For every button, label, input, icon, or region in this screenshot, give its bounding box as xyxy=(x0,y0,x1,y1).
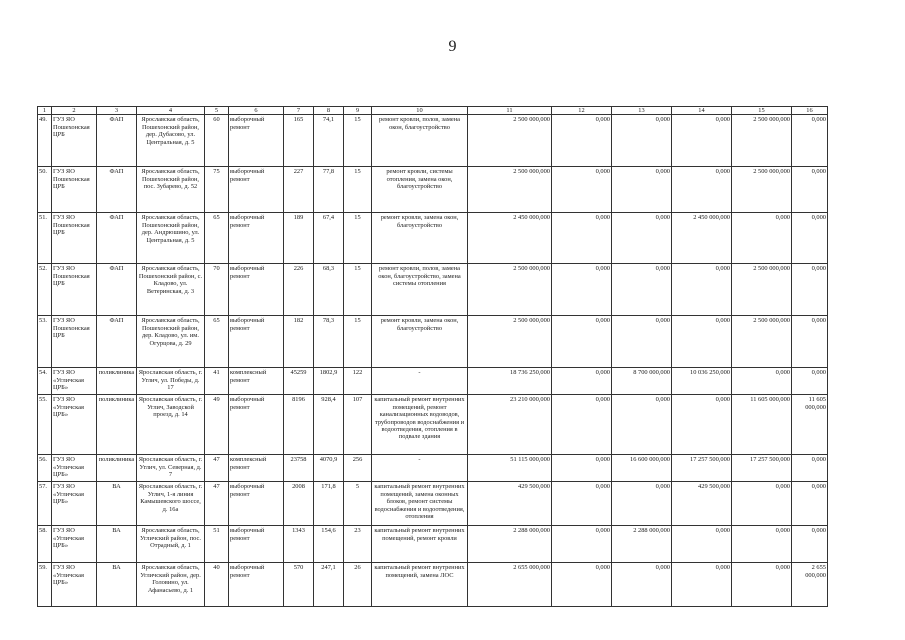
address-cell: Ярославская область, г. Углич, ул. Северная, д. 7 xyxy=(137,455,205,482)
area-cell: 67,4 xyxy=(314,213,344,264)
volume-cell: 8196 xyxy=(284,395,314,455)
cost-col13-cell: 0,000 xyxy=(612,213,672,264)
cost-col15-cell: 0,000 xyxy=(732,213,792,264)
total-cost-cell: 2 655 000,000 xyxy=(468,563,552,607)
cost-col12-cell: 0,000 xyxy=(552,526,612,563)
works-description-cell: ремонт кровли, замена окон, благоустройство xyxy=(372,316,468,368)
cost-col13-cell: 2 288 000,000 xyxy=(612,526,672,563)
cost-col12-cell: 0,000 xyxy=(552,167,612,213)
works-description-cell: ремонт кровли, полов, замена окон, благоустройство xyxy=(372,115,468,167)
facility-type-cell: ВА xyxy=(97,482,137,526)
capacity-cell: 15 xyxy=(344,264,372,316)
cost-col13-cell: 0,000 xyxy=(612,482,672,526)
cost-col14-cell: 0,000 xyxy=(672,316,732,368)
column-number: 13 xyxy=(612,107,672,115)
capacity-cell: 15 xyxy=(344,115,372,167)
repair-type-cell: выборочный ремонт xyxy=(229,264,284,316)
capacity-cell: 107 xyxy=(344,395,372,455)
area-cell: 78,3 xyxy=(314,316,344,368)
cost-col16-cell: 0,000 xyxy=(792,316,828,368)
cost-col12-cell: 0,000 xyxy=(552,482,612,526)
repair-type-cell: выборочный ремонт xyxy=(229,316,284,368)
institution-cell: ГУЗ ЯО Пошехонская ЦРБ xyxy=(52,264,97,316)
area-cell: 74,1 xyxy=(314,115,344,167)
cost-col15-cell: 0,000 xyxy=(732,563,792,607)
column-number: 2 xyxy=(52,107,97,115)
volume-cell: 227 xyxy=(284,167,314,213)
area-cell: 68,3 xyxy=(314,264,344,316)
cost-col15-cell: 2 500 000,000 xyxy=(732,167,792,213)
cost-col16-cell: 0,000 xyxy=(792,167,828,213)
institution-cell: ГУЗ ЯО «Угличская ЦРБ» xyxy=(52,482,97,526)
capacity-cell: 122 xyxy=(344,368,372,395)
cost-col13-cell: 0,000 xyxy=(612,395,672,455)
wear-percent-cell: 40 xyxy=(205,563,229,607)
row-number-cell: 58. xyxy=(38,526,52,563)
works-description-cell: капитальный ремонт внутренних помещений, ремонт кровли xyxy=(372,526,468,563)
area-cell: 171,8 xyxy=(314,482,344,526)
cost-col14-cell: 10 036 250,000 xyxy=(672,368,732,395)
column-number: 9 xyxy=(344,107,372,115)
cost-col12-cell: 0,000 xyxy=(552,455,612,482)
cost-col12-cell: 0,000 xyxy=(552,395,612,455)
facility-type-cell: ВА xyxy=(97,526,137,563)
cost-col13-cell: 8 700 000,000 xyxy=(612,368,672,395)
cost-col15-cell: 11 605 000,000 xyxy=(732,395,792,455)
table-row xyxy=(38,526,828,563)
cost-col16-cell: 0,000 xyxy=(792,455,828,482)
cost-col13-cell: 0,000 xyxy=(612,115,672,167)
facility-type-cell: ВА xyxy=(97,563,137,607)
cost-col14-cell: 0,000 xyxy=(672,526,732,563)
column-number: 6 xyxy=(229,107,284,115)
cost-col14-cell: 0,000 xyxy=(672,563,732,607)
repair-type-cell: выборочный ремонт xyxy=(229,526,284,563)
table-row xyxy=(38,115,828,167)
column-number: 5 xyxy=(205,107,229,115)
facility-type-cell: ФАП xyxy=(97,316,137,368)
facility-type-cell: поликлиника xyxy=(97,368,137,395)
column-number-row xyxy=(38,107,828,115)
address-cell: Ярославская область, Пошехонский район, с. Кладово, ул. Ветеринская, д. 3 xyxy=(137,264,205,316)
volume-cell: 570 xyxy=(284,563,314,607)
total-cost-cell: 51 115 000,000 xyxy=(468,455,552,482)
works-description-cell: капитальный ремонт внутренних помещений, замена оконных блоков, ремонт системы водоснабжения и водоотведения, отопления xyxy=(372,482,468,526)
column-number: 4 xyxy=(137,107,205,115)
total-cost-cell: 2 450 000,000 xyxy=(468,213,552,264)
cost-col12-cell: 0,000 xyxy=(552,563,612,607)
cost-col16-cell: 11 605 000,000 xyxy=(792,395,828,455)
works-description-cell: - xyxy=(372,455,468,482)
institution-cell: ГУЗ ЯО «Угличская ЦРБ» xyxy=(52,368,97,395)
cost-col14-cell: 0,000 xyxy=(672,115,732,167)
row-number-cell: 49. xyxy=(38,115,52,167)
capacity-cell: 23 xyxy=(344,526,372,563)
facility-type-cell: ФАП xyxy=(97,115,137,167)
volume-cell: 226 xyxy=(284,264,314,316)
area-cell: 4070,9 xyxy=(314,455,344,482)
cost-col16-cell: 0,000 xyxy=(792,368,828,395)
cost-col13-cell: 0,000 xyxy=(612,316,672,368)
total-cost-cell: 2 288 000,000 xyxy=(468,526,552,563)
institution-cell: ГУЗ ЯО «Угличская ЦРБ» xyxy=(52,526,97,563)
cost-col15-cell: 2 500 000,000 xyxy=(732,264,792,316)
institution-cell: ГУЗ ЯО «Угличская ЦРБ» xyxy=(52,563,97,607)
cost-col12-cell: 0,000 xyxy=(552,115,612,167)
column-number: 15 xyxy=(732,107,792,115)
cost-col12-cell: 0,000 xyxy=(552,316,612,368)
wear-percent-cell: 65 xyxy=(205,316,229,368)
cost-col15-cell: 2 500 000,000 xyxy=(732,115,792,167)
address-cell: Ярославская область, Угличский район, дер. Головино, ул. Афанасьево, д. 1 xyxy=(137,563,205,607)
table-row xyxy=(38,482,828,526)
total-cost-cell: 2 500 000,000 xyxy=(468,115,552,167)
column-number: 16 xyxy=(792,107,828,115)
address-cell: Ярославская область, Пошехонский район, пос. Зубарево, д. 52 xyxy=(137,167,205,213)
volume-cell: 23758 xyxy=(284,455,314,482)
volume-cell: 165 xyxy=(284,115,314,167)
cost-col13-cell: 0,000 xyxy=(612,167,672,213)
institution-cell: ГУЗ ЯО «Угличская ЦРБ» xyxy=(52,455,97,482)
address-cell: Ярославская область, Пошехонский район, дер. Кладово, ул. им. Огурцова, д. 29 xyxy=(137,316,205,368)
wear-percent-cell: 60 xyxy=(205,115,229,167)
repair-type-cell: комплексный ремонт xyxy=(229,455,284,482)
row-number-cell: 54. xyxy=(38,368,52,395)
cost-col15-cell: 17 257 500,000 xyxy=(732,455,792,482)
works-description-cell: капитальный ремонт внутренних помещений, замена ЛОС xyxy=(372,563,468,607)
cost-col14-cell: 0,000 xyxy=(672,395,732,455)
table-row xyxy=(38,455,828,482)
volume-cell: 2008 xyxy=(284,482,314,526)
capacity-cell: 5 xyxy=(344,482,372,526)
capacity-cell: 26 xyxy=(344,563,372,607)
volume-cell: 1343 xyxy=(284,526,314,563)
wear-percent-cell: 47 xyxy=(205,482,229,526)
cost-col12-cell: 0,000 xyxy=(552,264,612,316)
wear-percent-cell: 51 xyxy=(205,526,229,563)
works-description-cell: ремонт кровли, полов, замена окон, благоустройство, замена системы отопления xyxy=(372,264,468,316)
volume-cell: 189 xyxy=(284,213,314,264)
column-number: 10 xyxy=(372,107,468,115)
area-cell: 928,4 xyxy=(314,395,344,455)
cost-col16-cell: 0,000 xyxy=(792,115,828,167)
address-cell: Ярославская область, Пошехонский район, дер. Дубасово, ул. Центральная, д. 5 xyxy=(137,115,205,167)
cost-col15-cell: 0,000 xyxy=(732,526,792,563)
table-row xyxy=(38,395,828,455)
capacity-cell: 15 xyxy=(344,213,372,264)
address-cell: Ярославская область, Пошехонский район, дер. Андрюшино, ул. Центральная, д. 5 xyxy=(137,213,205,264)
wear-percent-cell: 41 xyxy=(205,368,229,395)
area-cell: 77,8 xyxy=(314,167,344,213)
table-row xyxy=(38,563,828,607)
wear-percent-cell: 75 xyxy=(205,167,229,213)
area-cell: 247,1 xyxy=(314,563,344,607)
address-cell: Ярославская область, г. Углич, Заводской проезд, д. 14 xyxy=(137,395,205,455)
repair-type-cell: выборочный ремонт xyxy=(229,395,284,455)
table-row xyxy=(38,167,828,213)
works-description-cell: ремонт кровли, системы отопления, замена окон, благоустройство xyxy=(372,167,468,213)
table-row xyxy=(38,213,828,264)
facility-type-cell: поликлиника xyxy=(97,395,137,455)
address-cell: Ярославская область, Угличский район, пос. Отрадный, д. 1 xyxy=(137,526,205,563)
cost-col15-cell: 2 500 000,000 xyxy=(732,316,792,368)
facility-type-cell: поликлиника xyxy=(97,455,137,482)
total-cost-cell: 429 500,000 xyxy=(468,482,552,526)
row-number-cell: 50. xyxy=(38,167,52,213)
address-cell: Ярославская область, г. Углич, ул. Победы, д. 17 xyxy=(137,368,205,395)
row-number-cell: 59. xyxy=(38,563,52,607)
cost-col14-cell: 0,000 xyxy=(672,167,732,213)
capacity-cell: 256 xyxy=(344,455,372,482)
cost-col14-cell: 0,000 xyxy=(672,264,732,316)
address-cell: Ярославская область, г. Углич, 1-я линия Камышевского шоссе, д. 16а xyxy=(137,482,205,526)
cost-col14-cell: 2 450 000,000 xyxy=(672,213,732,264)
total-cost-cell: 2 500 000,000 xyxy=(468,316,552,368)
row-number-cell: 56. xyxy=(38,455,52,482)
cost-col15-cell: 0,000 xyxy=(732,482,792,526)
row-number-cell: 53. xyxy=(38,316,52,368)
capacity-cell: 15 xyxy=(344,167,372,213)
institution-cell: ГУЗ ЯО Пошехонская ЦРБ xyxy=(52,213,97,264)
column-number: 7 xyxy=(284,107,314,115)
facility-type-cell: ФАП xyxy=(97,213,137,264)
repair-type-cell: выборочный ремонт xyxy=(229,115,284,167)
cost-col13-cell: 0,000 xyxy=(612,563,672,607)
works-description-cell: ремонт кровли, замена окон, благоустройство xyxy=(372,213,468,264)
cost-col14-cell: 17 257 500,000 xyxy=(672,455,732,482)
column-number: 14 xyxy=(672,107,732,115)
cost-col12-cell: 0,000 xyxy=(552,213,612,264)
table-row xyxy=(38,264,828,316)
cost-col13-cell: 16 600 000,000 xyxy=(612,455,672,482)
institution-cell: ГУЗ ЯО «Угличская ЦРБ» xyxy=(52,395,97,455)
column-number: 3 xyxy=(97,107,137,115)
cost-col13-cell: 0,000 xyxy=(612,264,672,316)
repair-type-cell: выборочный ремонт xyxy=(229,213,284,264)
works-description-cell: капитальный ремонт внутренних помещений, ремонт канализационных водоводов, трубопроводов водоснабжения и водоотведения, отопления в подвале здания xyxy=(372,395,468,455)
page-number: 9 xyxy=(448,38,457,55)
volume-cell: 45259 xyxy=(284,368,314,395)
cost-col16-cell: 0,000 xyxy=(792,482,828,526)
area-cell: 154,6 xyxy=(314,526,344,563)
institution-cell: ГУЗ ЯО Пошехонская ЦРБ xyxy=(52,115,97,167)
total-cost-cell: 2 500 000,000 xyxy=(468,264,552,316)
total-cost-cell: 2 500 000,000 xyxy=(468,167,552,213)
cost-col12-cell: 0,000 xyxy=(552,368,612,395)
column-number: 1 xyxy=(38,107,52,115)
table-row xyxy=(38,316,828,368)
repair-type-cell: выборочный ремонт xyxy=(229,482,284,526)
row-number-cell: 55. xyxy=(38,395,52,455)
facility-type-cell: ФАП xyxy=(97,167,137,213)
cost-col16-cell: 2 655 000,000 xyxy=(792,563,828,607)
wear-percent-cell: 70 xyxy=(205,264,229,316)
wear-percent-cell: 65 xyxy=(205,213,229,264)
works-description-cell: - xyxy=(372,368,468,395)
wear-percent-cell: 47 xyxy=(205,455,229,482)
cost-col16-cell: 0,000 xyxy=(792,213,828,264)
column-number: 11 xyxy=(468,107,552,115)
cost-col16-cell: 0,000 xyxy=(792,264,828,316)
cost-col14-cell: 429 500,000 xyxy=(672,482,732,526)
row-number-cell: 51. xyxy=(38,213,52,264)
table-row xyxy=(38,368,828,395)
volume-cell: 182 xyxy=(284,316,314,368)
wear-percent-cell: 49 xyxy=(205,395,229,455)
repair-program-table xyxy=(37,106,828,607)
institution-cell: ГУЗ ЯО Пошехонская ЦРБ xyxy=(52,316,97,368)
repair-type-cell: выборочный ремонт xyxy=(229,563,284,607)
total-cost-cell: 18 736 250,000 xyxy=(468,368,552,395)
institution-cell: ГУЗ ЯО Пошехонская ЦРБ xyxy=(52,167,97,213)
row-number-cell: 57. xyxy=(38,482,52,526)
column-number: 12 xyxy=(552,107,612,115)
cost-col15-cell: 0,000 xyxy=(732,368,792,395)
column-number: 8 xyxy=(314,107,344,115)
area-cell: 1802,9 xyxy=(314,368,344,395)
row-number-cell: 52. xyxy=(38,264,52,316)
repair-type-cell: выборочный ремонт xyxy=(229,167,284,213)
cost-col16-cell: 0,000 xyxy=(792,526,828,563)
capacity-cell: 15 xyxy=(344,316,372,368)
facility-type-cell: ФАП xyxy=(97,264,137,316)
repair-type-cell: комплексный ремонт xyxy=(229,368,284,395)
total-cost-cell: 23 210 000,000 xyxy=(468,395,552,455)
